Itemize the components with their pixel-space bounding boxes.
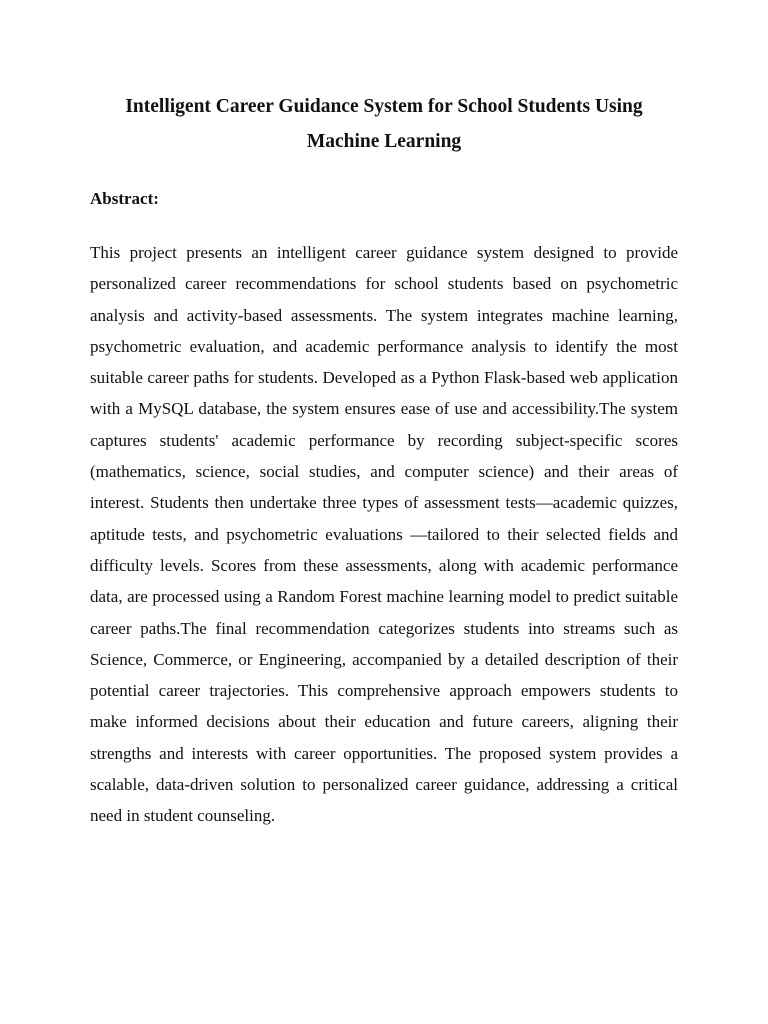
document-title: Intelligent Career Guidance System for School Students Using Machine Learning (125, 96, 643, 152)
abstract-heading: Abstract: (90, 189, 159, 208)
abstract-body: This project presents an intelligent career guidance system designed to provide personalized career recommendations for school students based on psychometric analysis and activity-based assessments. The system integrates machine learning, psychometric evaluation, and academic performance analysis to identify the most suitable career paths for students. Developed as a Python Flask-based web application with a MySQL database, the system ensures ease of use and accessibility.The system captures students' academic performance by recording subject-specific scores (mathematics, science, social studies, and computer science) and their areas of interest. Students then undertake three types of assessment tests—academic quizzes, aptitude tests, and psychometric evaluations —tailored to their selected fields and difficulty levels. Scores from these assessments, along with academic performance data, are processed using a Random Forest machine learning model to predict suitable career paths.The final recommendation categorizes students into streams such as Science, Commerce, or Engineering, accompanied by a detailed description of their potential career trajectories. This comprehensive approach empowers students to make informed decisions about their education and future careers, aligning their strengths and interests with career opportunities. The proposed system provides a scalable, data-driven solution to personalized career guidance, addressing a critical need in student counseling. (90, 243, 678, 826)
